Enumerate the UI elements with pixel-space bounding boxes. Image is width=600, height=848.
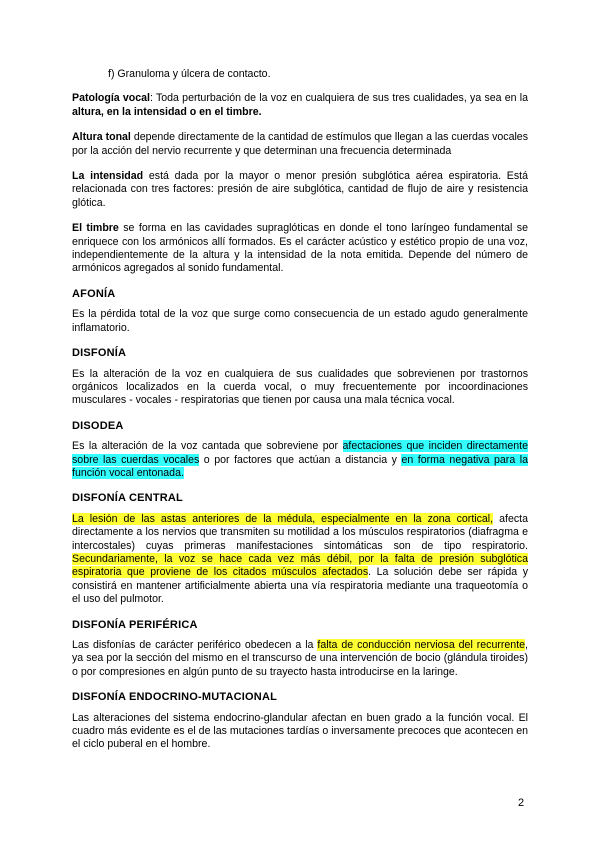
periferica-heading: DISFONÍA PERIFÉRICA bbox=[72, 618, 198, 631]
periferica-text-2: , ya sea por la sección del mismo en el transcurso de una intervención de bocio (glándula tiroides) o por compresiones en algún punto de su trayecto hasta introducirse en la laringe. bbox=[72, 639, 528, 678]
central-text-2: . La solución debe ser rápida y consistirá en mantener artificialmente abierta una vía respiratoria mediante una traqueotomía o el uso del pulmotor. bbox=[72, 566, 528, 606]
list-item-f: f) Granuloma y úlcera de contacto. bbox=[108, 68, 271, 80]
endocrino-heading: DISFONÍA ENDOCRINO-MUTACIONAL bbox=[72, 691, 278, 704]
timbre-term: El timbre bbox=[72, 222, 119, 235]
patologia-paragraph bbox=[72, 92, 528, 119]
page-number: 2 bbox=[518, 797, 525, 809]
altura-paragraph bbox=[72, 131, 528, 158]
disodea-heading: DISODEA bbox=[72, 419, 124, 432]
altura-term: Altura tonal bbox=[72, 131, 131, 144]
central-highlight-2: Secundariamente, la voz se hace cada vez más débil, por la falta de presión subglótica espiratoria que proviene de los citados músculos afectados bbox=[72, 552, 528, 579]
timbre-paragraph bbox=[72, 222, 528, 276]
intensidad-term: La intensidad bbox=[72, 170, 144, 183]
patologia-term: Patología vocal bbox=[72, 92, 150, 105]
patologia-text: : Toda perturbación de la voz en cualquiera de sus tres cualidades, ya sea en la bbox=[150, 92, 528, 105]
disodea-paragraph bbox=[72, 440, 528, 480]
disodea-text-2: o por factores que actúan a distancia y bbox=[199, 453, 402, 466]
central-paragraph bbox=[72, 513, 528, 607]
endocrino-text: Las alteraciones del sistema endocrino-glandular afectan en buen grado a la función vocal. El cuadro más evidente es el de las mutaciones tardías o inversamente precoces que acontecen en el ciclo puberal en el hombre. bbox=[72, 711, 528, 751]
timbre-text: se forma en las cavidades supraglóticas en donde el tono laríngeo fundamental se enriquece con los armónicos allí formados. Es el carácter acústico y estético propio de una voz, independientemente de la altura y la intensidad de la nota emitida. Depende del número de armónicos agregados al sonido fundamental. bbox=[72, 222, 528, 275]
periferica-highlight: falta de conducción nerviosa del recurrente bbox=[317, 639, 526, 651]
intensidad-paragraph bbox=[72, 170, 528, 210]
central-highlight-1: La lesión de las astas anteriores de la médula, especialmente en la zona cortical, bbox=[72, 512, 494, 525]
afonia-text: Es la pérdida total de la voz que surge como consecuencia de un estado agudo generalmente inflamatorio. bbox=[72, 308, 528, 334]
afonia-heading: AFONÍA bbox=[72, 287, 116, 300]
patologia-bold: altura, en la intensidad o en el timbre. bbox=[72, 105, 262, 118]
intensidad-text: está dada por la mayor o menor presión subglótica aérea espiratoria. Está relacionada con tres factores: presión de aire subglótica, cantidad de flujo de aire y resistencia glótica. bbox=[72, 170, 528, 209]
disodea-highlight-2: en forma negativa para la función vocal entonada. bbox=[72, 453, 528, 479]
disfonia-text: Es la alteración de la voz en cualquiera de sus cualidades que sobrevienen por trastornos orgánicos localizados en la cuerda vocal, o muy frecuentemente por incoordinaciones musculares - vocales - respiratorias que tienen por causa una mala técnica vocal. bbox=[72, 367, 528, 407]
disodea-highlight-1: afectaciones que inciden directamente sobre las cuerdas vocales bbox=[72, 440, 528, 466]
central-text-1: afecta directamente a los nervios que transmiten su motilidad a los músculos respiratorios (diafragma e intercostales) cuyas primeras manifestaciones sintomáticas son de tipo respiratorio. bbox=[72, 512, 528, 552]
document-page bbox=[72, 68, 528, 764]
disfonia-heading: DISFONÍA bbox=[72, 347, 127, 360]
altura-text: depende directamente de la cantidad de estímulos que llegan a las cuerdas vocales por la acción del nervio recurrente y que determinan una frecuencia determinada bbox=[72, 131, 528, 157]
periferica-paragraph bbox=[72, 639, 528, 679]
central-heading: DISFONÍA CENTRAL bbox=[72, 492, 183, 505]
disodea-text-1: Es la alteración de la voz cantada que sobreviene por bbox=[72, 440, 343, 453]
periferica-text-1: Las disfonías de carácter periférico obedecen a la bbox=[72, 639, 318, 651]
